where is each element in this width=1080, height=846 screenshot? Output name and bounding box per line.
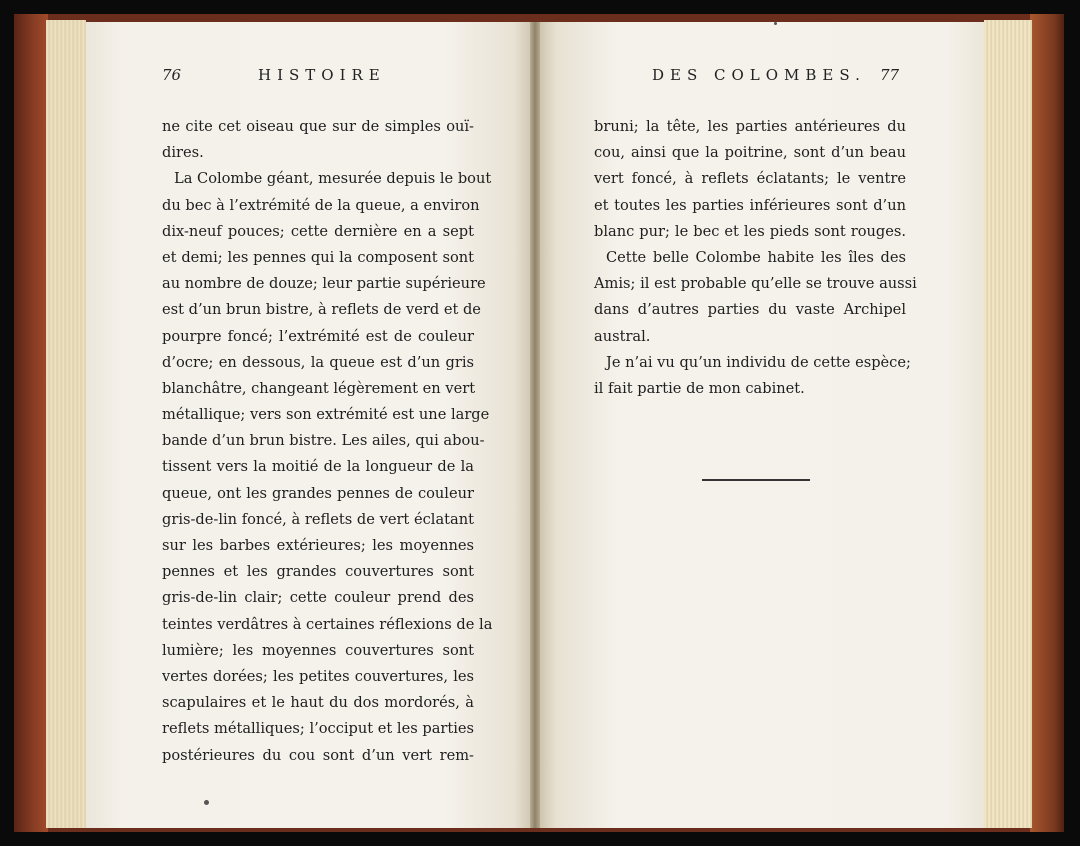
left-page-number: 76 <box>162 66 182 84</box>
left-running-header: HISTOIRE <box>258 66 386 84</box>
text-line: vertes dorées; les petites couvertures, les <box>162 667 474 685</box>
text-line: et toutes les parties inférieures sont d’un <box>594 196 906 214</box>
text-line: Cette belle Colombe habite les îles des <box>606 248 906 266</box>
left-page-body <box>162 114 493 769</box>
text-line: du bec à l’extrémité de la queue, a environ <box>162 196 480 214</box>
text-line: gris-de-lin foncé, à reflets de vert éclatant <box>162 510 474 528</box>
text-line: Je n’ai vu qu’un individu de cette espèce; <box>606 353 911 371</box>
text-line: austral. <box>594 327 651 345</box>
text-line: est d’un brun bistre, à reflets de verd et de <box>162 301 481 319</box>
page-edges-right <box>984 20 1032 828</box>
text-line: Amis; il est probable qu’elle se trouve aussi <box>594 275 917 293</box>
right-page-number: 77 <box>880 66 900 84</box>
text-line: cou, ainsi que la poitrine, sont d’un beau <box>594 144 906 162</box>
text-line: bruni; la tête, les parties antérieures du <box>594 118 906 135</box>
paper-speck <box>774 22 777 25</box>
text-line: lumière; les moyennes couvertures sont <box>162 641 474 659</box>
page-edges-left <box>46 20 86 828</box>
text-line: métallique; vers son extrémité est une large <box>162 406 490 424</box>
text-line: ne cite cet oiseau que sur de simples ouï- <box>162 118 474 135</box>
text-line: postérieures du cou sont d’un vert rem- <box>162 746 474 764</box>
text-line: dans d’autres parties du vaste Archipel <box>594 301 906 319</box>
text-line: reflets métalliques; l’occiput et les parties <box>162 720 475 738</box>
text-line: il fait partie de mon cabinet. <box>594 379 805 397</box>
text-line: queue, ont les grandes pennes de couleur <box>162 484 474 502</box>
text-line: pennes et les grandes couvertures sont <box>162 563 474 581</box>
text-line: La Colombe géant, mesurée depuis le bout <box>174 170 492 188</box>
text-line: teintes verdâtres à certaines réflexions de la <box>162 615 493 633</box>
text-line: pourpre foncé; l’extrémité est de couleur <box>162 327 474 345</box>
cover-left-edge <box>14 14 48 832</box>
text-line: au nombre de douze; leur partie supérieure <box>162 275 486 293</box>
text-line: scapulaires et le haut du dos mordorés, à <box>162 694 474 712</box>
text-line: et demi; les pennes qui la composent sont <box>162 248 474 266</box>
section-divider-rule <box>702 479 810 481</box>
paper-speck <box>204 800 209 805</box>
text-line: tissent vers la moitié de la longueur de la <box>162 458 474 476</box>
book-gutter <box>530 22 540 828</box>
text-line: blanchâtre, changeant légèrement en vert <box>162 379 476 397</box>
text-line: d’ocre; en dessous, la queue est d’un gris <box>162 353 474 371</box>
text-line: gris-de-lin clair; cette couleur prend des <box>162 589 474 607</box>
text-line: dires. <box>162 144 204 162</box>
text-line: vert foncé, à reflets éclatants; le ventre <box>594 170 906 188</box>
text-line: sur les barbes extérieures; les moyennes <box>162 537 474 554</box>
text-line: blanc pur; le bec et les pieds sont rouges. <box>594 222 906 240</box>
text-line: dix-neuf pouces; cette dernière en a sept <box>162 222 474 240</box>
cover-right-edge <box>1030 14 1064 832</box>
right-page-body <box>594 114 917 402</box>
right-running-header: DES COLOMBES. <box>652 66 866 84</box>
text-line: bande d’un brun bistre. Les ailes, qui abou- <box>162 432 485 450</box>
